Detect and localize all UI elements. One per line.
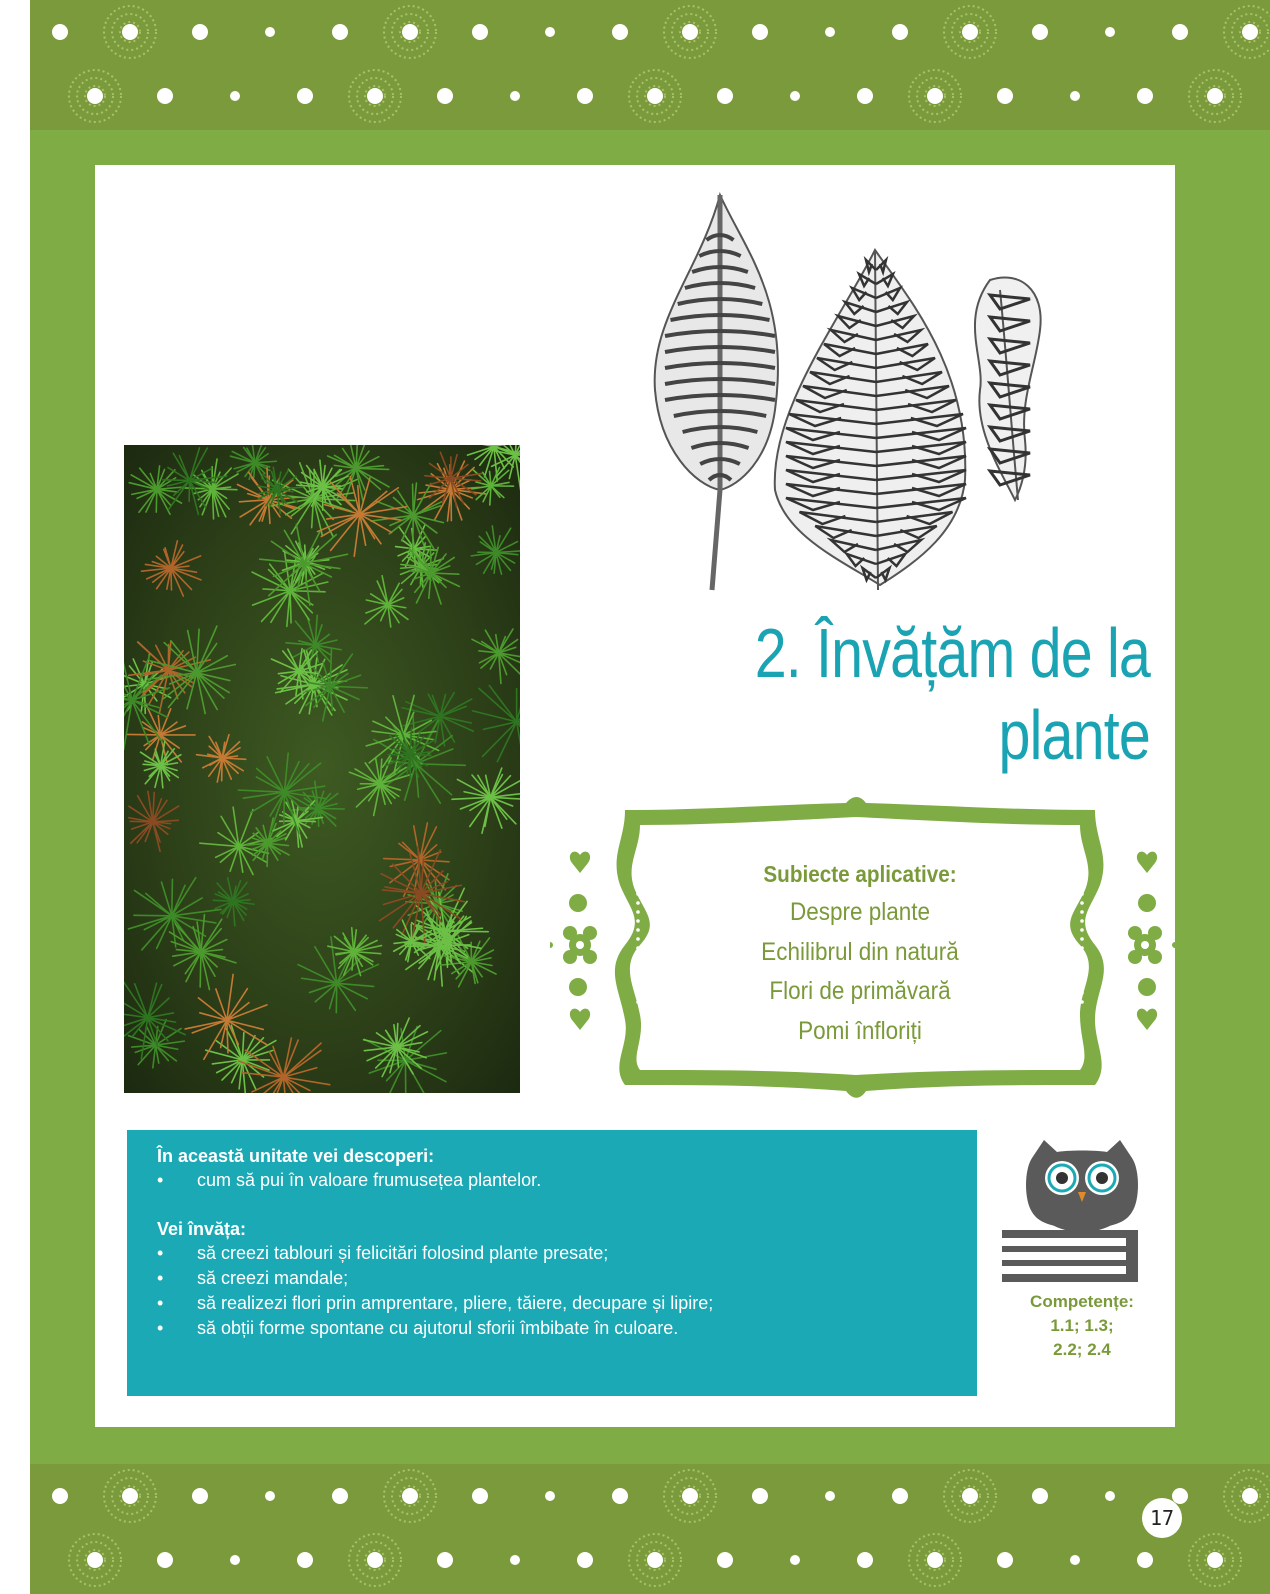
- subject-item: Flori de primăvară: [769, 977, 951, 1005]
- list-item-text: să obții forme spontane cu ajutorul sforii îmbibate în culoare.: [197, 1318, 679, 1338]
- list-item-text: să realizezi flori prin amprentare, pliere, tăiere, decupare și lipire;: [197, 1293, 714, 1313]
- competencies-line-1: 1.1; 1.3;: [1050, 1316, 1114, 1335]
- subject-item: Despre plante: [789, 898, 931, 926]
- title-line-1: 2. Învățăm de la: [754, 614, 1150, 692]
- list-item-text: cum să pui în valoare frumusețea plantelor.: [197, 1170, 542, 1190]
- bottom-decorative-band: [30, 1464, 1270, 1594]
- discover-heading: În această unitate vei descoperi:: [157, 1146, 435, 1166]
- dot-pattern-top: [30, 0, 1270, 130]
- learn-heading: Vei învăța:: [157, 1219, 247, 1239]
- leaf-sketches: [650, 190, 1050, 610]
- applied-subjects: [680, 855, 1040, 1051]
- subjects-heading: Subiecte aplicative:: [763, 861, 957, 887]
- list-item: [157, 1291, 947, 1316]
- bullet: •: [157, 1293, 164, 1313]
- bullet: •: [157, 1268, 164, 1288]
- bullet: •: [157, 1170, 164, 1190]
- bullet: •: [157, 1243, 164, 1263]
- moss-image: [124, 445, 520, 1093]
- list-item-text: să creezi tablouri și felicitări folosind plante presate;: [197, 1243, 609, 1263]
- bullet: •: [157, 1318, 164, 1338]
- page-number: 17: [1142, 1498, 1182, 1538]
- learn-list: [157, 1241, 947, 1341]
- list-item: [157, 1168, 947, 1193]
- top-decorative-band: [30, 0, 1270, 130]
- list-item: [157, 1316, 947, 1341]
- leaf-drawing: [650, 190, 1050, 610]
- competencies-label: Competențe:: [1030, 1292, 1134, 1311]
- list-item-text: să creezi mandale;: [197, 1268, 349, 1288]
- discover-list: [157, 1168, 947, 1193]
- dot-pattern-bottom: [30, 1464, 1270, 1594]
- title-line-2: plante: [998, 696, 1150, 774]
- competencies-line-2: 2.2; 2.4: [1053, 1340, 1111, 1359]
- competencies: [1022, 1290, 1142, 1362]
- page-margin: [0, 0, 30, 1594]
- subject-item: Echilibrul din natură: [761, 937, 959, 966]
- unit-objectives-box: [127, 1130, 977, 1396]
- subject-item: Pomi înfloriți: [798, 1016, 922, 1045]
- list-item: [157, 1266, 947, 1291]
- moss-photo: [124, 445, 520, 1093]
- unit-title: [715, 612, 1150, 776]
- list-item: [157, 1241, 947, 1266]
